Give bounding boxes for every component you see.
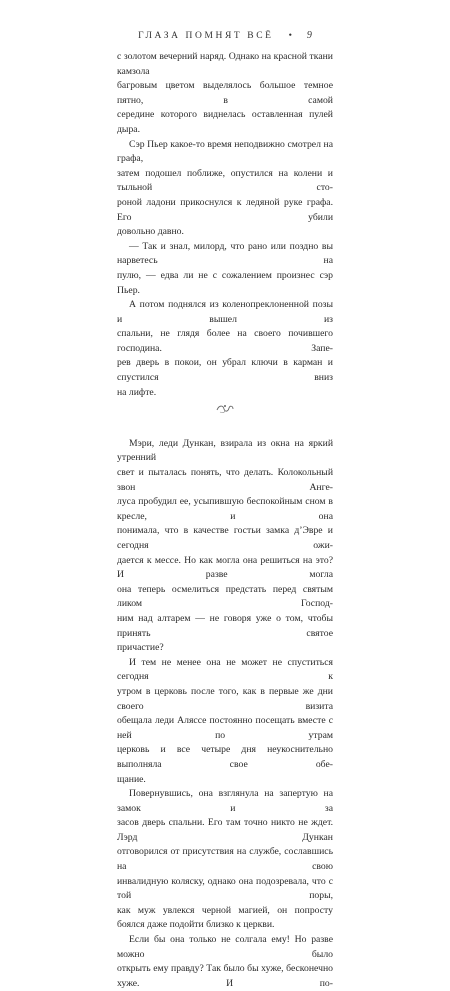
section-2 xyxy=(117,437,333,991)
page-number: 9 xyxy=(306,30,312,41)
text-line: она теперь осмелиться предстать перед святым ликом Господ- xyxy=(117,583,333,610)
text-line: рев дверь в покои, он убрал ключи в карман и спустился вниз xyxy=(117,357,333,384)
text-line: багровым цветом выделялось большое темное пятно, в самой xyxy=(117,80,333,106)
text-line: церковь и все четыре дня неукоснительно выполняла свое обе- xyxy=(117,744,333,770)
text-line: обещала леди Аляссе постоянно посещать вместе с ней по утрам xyxy=(117,715,333,741)
text-line: засов дверь спальни. Его там точно никто не ждет. Лэрд Дункан xyxy=(117,817,333,843)
text-line: луса пробудил ее, усыпившую беспокойным сном в кресле, и она xyxy=(117,496,333,522)
spacer xyxy=(117,422,333,437)
text-line: отговорился от присутствия на службе, сославшись на свою xyxy=(117,846,333,873)
text-line: Повернувшись, она взглянула на запертую на замок и за xyxy=(117,788,333,814)
text-line: с золотом вечерний наряд. Однако на красной ткани камзола xyxy=(117,51,333,77)
text-line: роной ладони прикоснулся к ледяной руке графа. Его убили xyxy=(117,196,333,223)
text-line: А потом поднялся из коленопреклоненной позы и вышел из xyxy=(117,299,333,325)
section-1 xyxy=(117,50,333,400)
running-header xyxy=(0,30,450,41)
text-line: открыть ему правду? Так было бы хуже, бесконечно хуже. И по- xyxy=(117,963,333,989)
page-body xyxy=(117,50,333,991)
text-line: середине которого виднелась оставленная пулей дыра. xyxy=(117,109,333,135)
text-line: ним над алтарем — не говоря уже о том, чтобы принять святое xyxy=(117,612,333,639)
text-line: щание. xyxy=(117,773,146,785)
section-divider-ornament xyxy=(117,400,333,422)
text-line: утром в церковь после того, как в первые же дни своего визита xyxy=(117,685,333,712)
text-line: спальни, не глядя более на своего почившего господина. Запе- xyxy=(117,328,333,354)
text-line: — Так и знал, милорд, что рано или поздно вы нарветесь на xyxy=(117,240,333,267)
running-title: ГЛАЗА ПОМНЯТ ВСЁ xyxy=(138,31,274,41)
text-line: Если бы она только не солгала ему! Но разве можно было xyxy=(117,934,333,960)
text-line: затем подошел поближе, опустился на колени и тыльной сто- xyxy=(117,167,333,194)
text-line: свет и пыталась понять, что делать. Колокольный звон Анге- xyxy=(117,467,333,493)
text-line: И тем не менее она не может не спуститься сегодня к xyxy=(117,656,333,683)
text-line: понимала, что в качестве гостьи замка д’Эвре и сегодня ожи- xyxy=(117,525,333,551)
text-line: довольно давно. xyxy=(117,226,184,238)
text-line: инвалидную коляску, однако она подозревала, что с той поры, xyxy=(117,875,333,902)
text-line: Мэри, леди Дункан, взирала из окна на яркий утренний xyxy=(117,437,333,464)
text-line: причастие? xyxy=(117,642,164,654)
flourish-icon xyxy=(215,403,235,415)
text-line: как муж увлекся черной магией, он попросту xyxy=(117,904,333,916)
text-line: дается к мессе. Но как могла она решиться на это? И разве могла xyxy=(117,554,333,581)
text-line: на лифте. xyxy=(117,386,157,398)
text-line: пулю, — едва ли не с сожалением произнес сэр Пьер. xyxy=(117,269,333,296)
text-line: Сэр Пьер какое-то время неподвижно смотрел на графа, xyxy=(117,138,333,165)
header-bullet: • xyxy=(288,31,292,41)
text-line: боялся даже подойти близко к церкви. xyxy=(117,919,275,931)
